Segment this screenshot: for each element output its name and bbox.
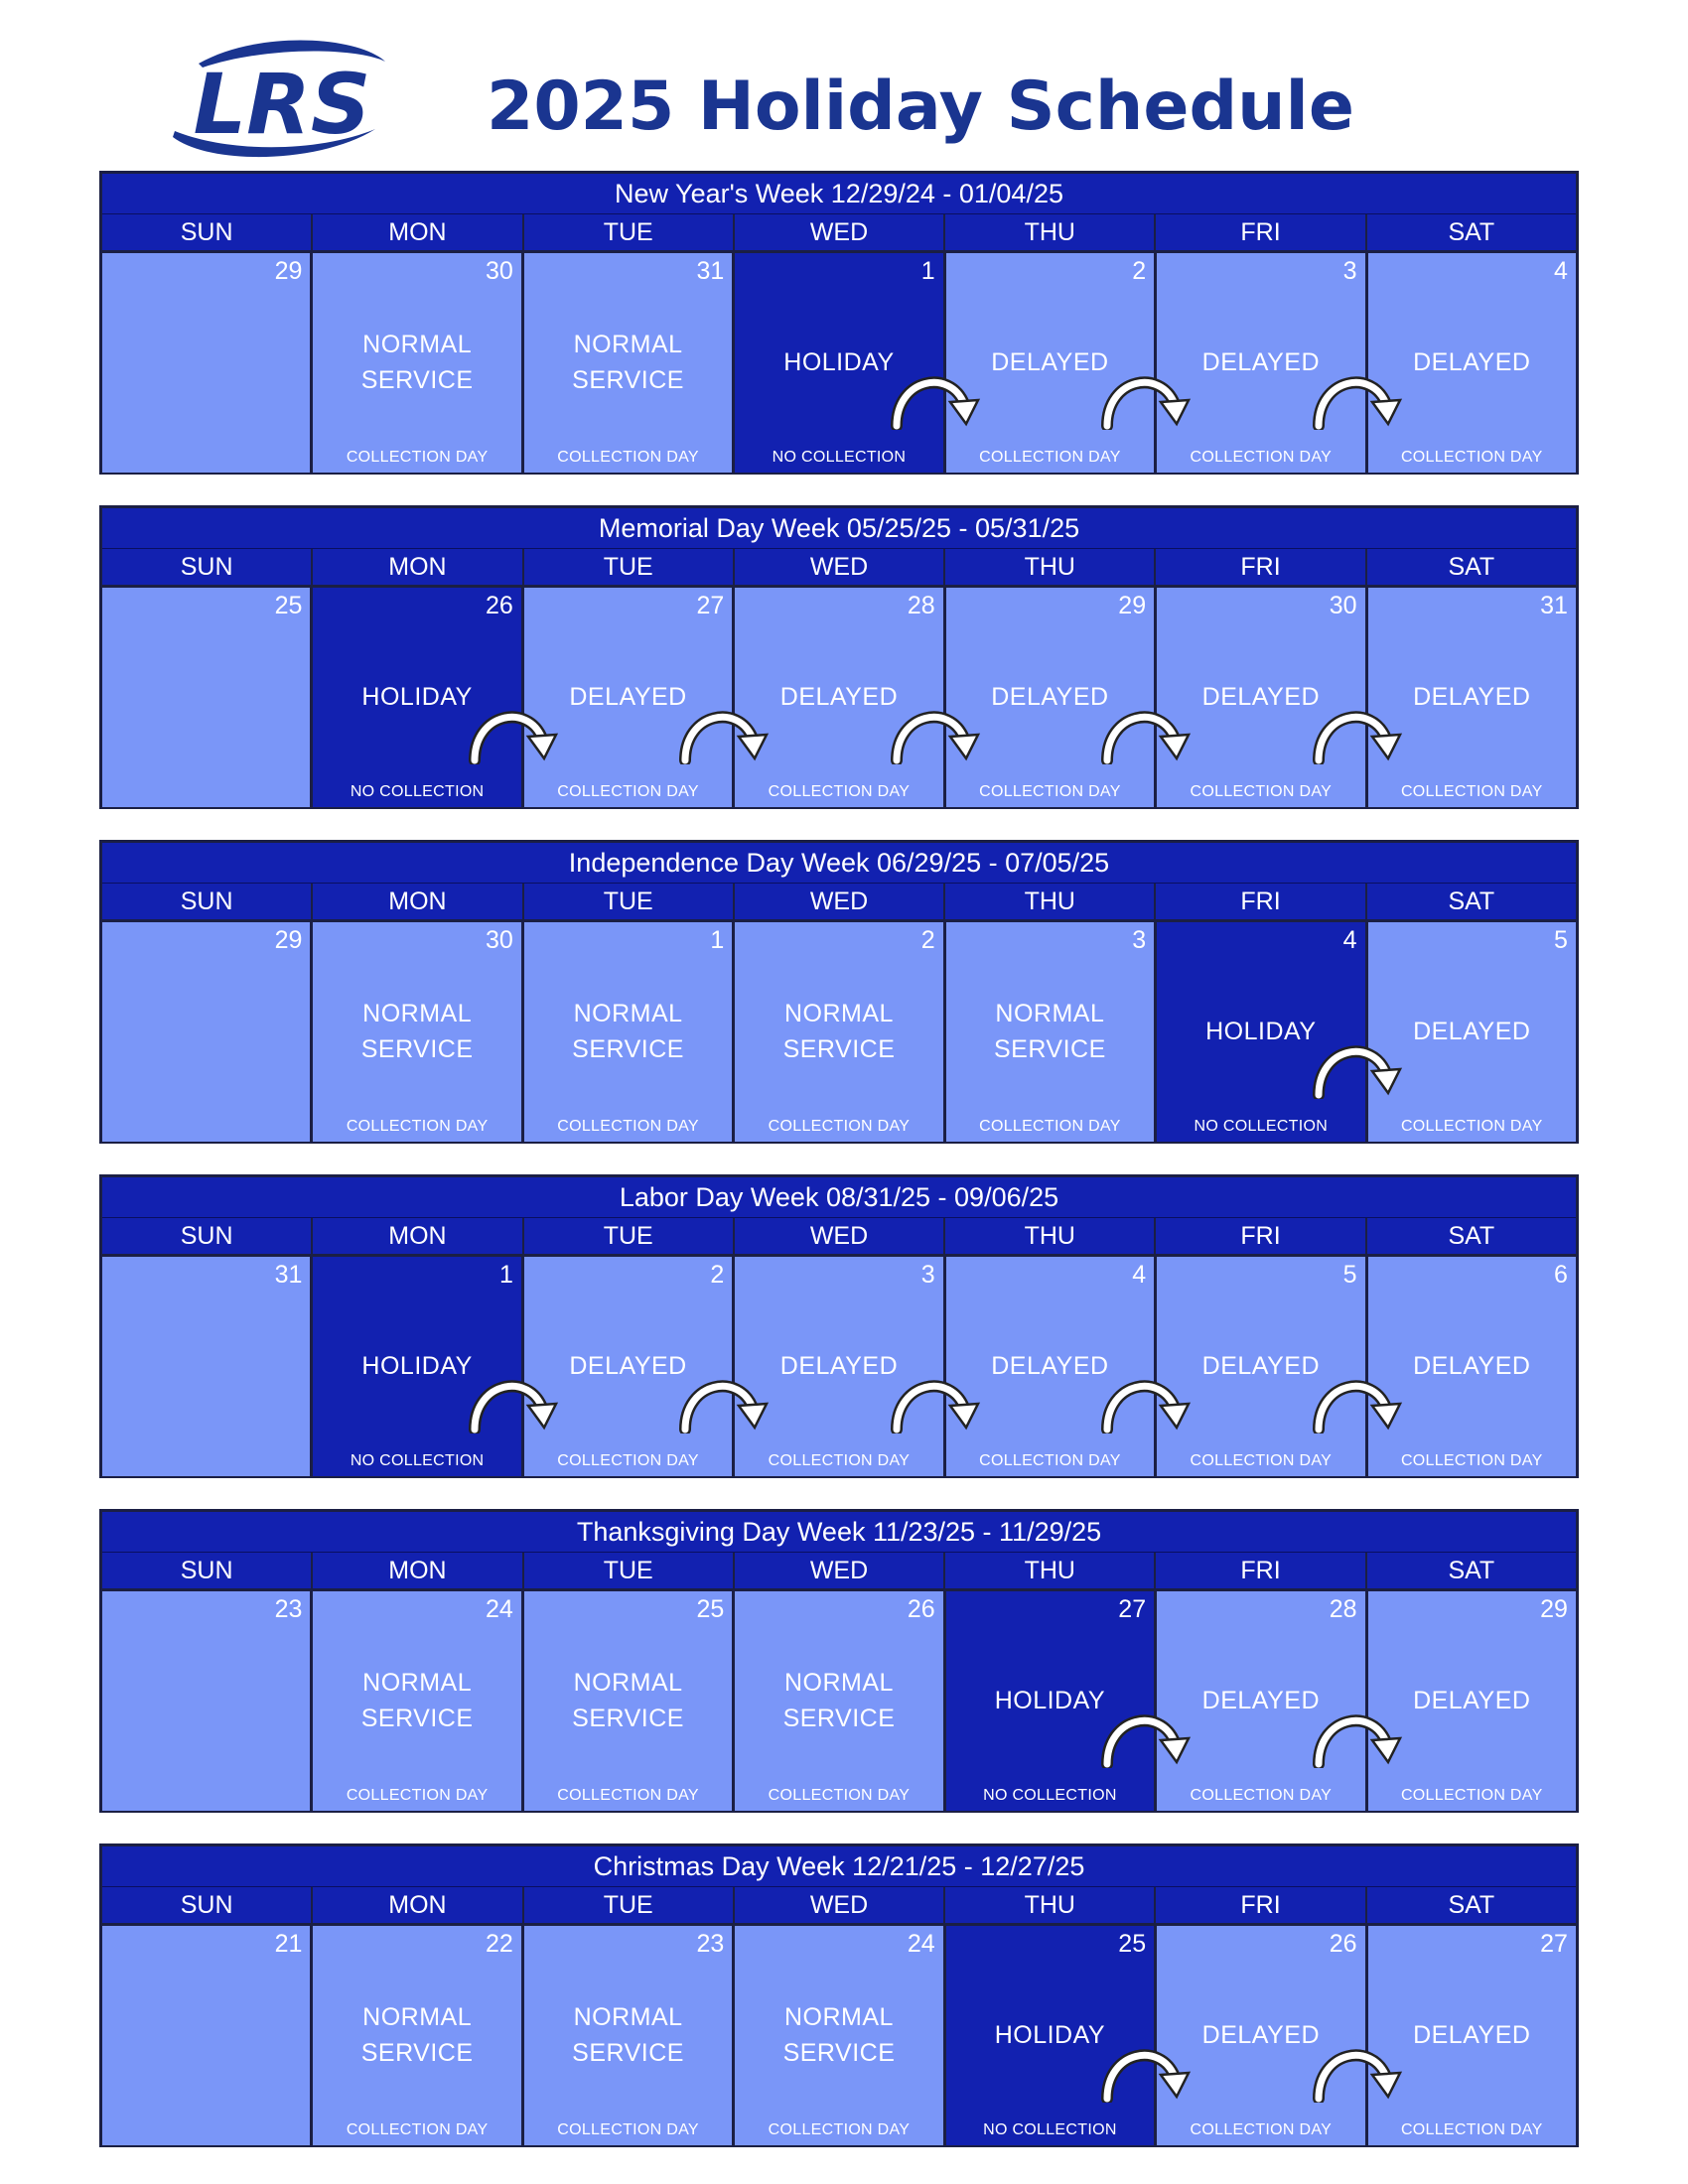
date-number: 4 bbox=[1342, 926, 1357, 954]
day-cell bbox=[943, 588, 1154, 807]
day-header-row bbox=[102, 1218, 1576, 1257]
delay-arrow-icon bbox=[1097, 364, 1193, 430]
service-status bbox=[524, 327, 732, 398]
status-line: SERVICE bbox=[572, 1035, 684, 1063]
date-number: 3 bbox=[920, 1261, 935, 1289]
day-header-sun: SUN bbox=[180, 1557, 233, 1584]
day-header-mon: MON bbox=[311, 214, 521, 250]
status-line: DELAYED bbox=[569, 683, 687, 711]
day-cell bbox=[102, 1591, 310, 1811]
day-cell bbox=[1154, 253, 1364, 473]
day-header-tue: TUE bbox=[522, 549, 733, 585]
date-number: 3 bbox=[1342, 257, 1357, 285]
day-cell bbox=[732, 922, 942, 1142]
date-number: 3 bbox=[1132, 926, 1147, 954]
date-number: 23 bbox=[274, 1595, 303, 1623]
day-cell bbox=[310, 1926, 520, 2145]
day-cell bbox=[1365, 253, 1576, 473]
day-cell bbox=[1365, 588, 1576, 807]
day-cell bbox=[1365, 1591, 1576, 1811]
date-number: 5 bbox=[1554, 926, 1568, 954]
day-cell bbox=[521, 1257, 732, 1476]
day-cell bbox=[102, 588, 310, 807]
delay-arrow-icon bbox=[675, 699, 771, 764]
collection-note: COLLECTION DAY bbox=[1400, 1452, 1543, 1469]
status-line: DELAYED bbox=[1413, 1687, 1531, 1714]
day-cell bbox=[521, 1926, 732, 2145]
day-header-fri: FRI bbox=[1154, 1553, 1364, 1588]
day-header-mon: MON bbox=[311, 884, 521, 919]
day-header-sat: SAT bbox=[1365, 214, 1576, 250]
day-header-tue: TUE bbox=[522, 1887, 733, 1923]
collection-note: COLLECTION DAY bbox=[1400, 449, 1543, 466]
logo-text: LRS bbox=[193, 56, 371, 153]
week-title: Memorial Day Week 05/25/25 - 05/31/25 bbox=[102, 508, 1576, 549]
day-header-fri: FRI bbox=[1154, 549, 1364, 585]
day-cell bbox=[943, 922, 1154, 1142]
delay-arrow-icon bbox=[1097, 1368, 1193, 1433]
day-cells-row bbox=[102, 1257, 1576, 1476]
day-cell bbox=[732, 1926, 942, 2145]
status-line: NORMAL bbox=[573, 1000, 683, 1027]
status-line: SERVICE bbox=[782, 2039, 896, 2067]
date-number: 23 bbox=[696, 1930, 725, 1958]
holiday-week bbox=[99, 505, 1579, 809]
status-line: NORMAL bbox=[783, 1669, 894, 1697]
collection-note: COLLECTION DAY bbox=[1400, 2121, 1543, 2138]
day-header-row bbox=[102, 884, 1576, 922]
collection-note: COLLECTION DAY bbox=[346, 449, 489, 466]
status-line: DELAYED bbox=[1201, 348, 1320, 376]
status-line: NORMAL bbox=[995, 1000, 1105, 1027]
day-cell bbox=[1154, 1257, 1364, 1476]
day-cell bbox=[310, 253, 520, 473]
delay-arrow-icon bbox=[1309, 1033, 1404, 1099]
page-title: 2025 Holiday Schedule bbox=[487, 68, 1354, 146]
status-line: SERVICE bbox=[360, 1035, 474, 1063]
day-cell bbox=[732, 1591, 942, 1811]
service-status bbox=[524, 1999, 732, 2071]
service-status bbox=[313, 1665, 520, 1736]
day-header-tue: TUE bbox=[522, 214, 733, 250]
status-line: DELAYED bbox=[991, 683, 1109, 711]
holiday-week bbox=[99, 1509, 1579, 1813]
collection-note: COLLECTION DAY bbox=[557, 1118, 699, 1135]
holiday-week bbox=[99, 840, 1579, 1144]
day-cells-row bbox=[102, 253, 1576, 473]
collection-note: COLLECTION DAY bbox=[1190, 783, 1333, 800]
day-header-sun: SUN bbox=[180, 218, 233, 246]
week-title: Labor Day Week 08/31/25 - 09/06/25 bbox=[102, 1177, 1576, 1218]
date-number: 26 bbox=[907, 1595, 935, 1623]
day-cells-row bbox=[102, 922, 1576, 1142]
day-header-sun: SUN bbox=[180, 887, 233, 915]
day-header-thu: THU bbox=[943, 549, 1154, 585]
collection-note: COLLECTION DAY bbox=[346, 1787, 489, 1804]
status-line: SERVICE bbox=[782, 1035, 896, 1063]
date-number: 30 bbox=[486, 257, 513, 285]
date-number: 29 bbox=[274, 926, 303, 954]
day-header-sat: SAT bbox=[1365, 1553, 1576, 1588]
week-title: Thanksgiving Day Week 11/23/25 - 11/29/25 bbox=[102, 1512, 1576, 1553]
date-number: 1 bbox=[920, 257, 935, 285]
day-cell bbox=[102, 1926, 310, 2145]
date-number: 31 bbox=[274, 1261, 303, 1289]
date-number: 25 bbox=[696, 1595, 725, 1623]
day-cell bbox=[521, 253, 732, 473]
delay-arrow-icon bbox=[1097, 1703, 1193, 1768]
date-number: 29 bbox=[1118, 592, 1147, 619]
date-number: 21 bbox=[274, 1930, 303, 1958]
day-header-wed: WED bbox=[733, 214, 943, 250]
status-line: SERVICE bbox=[360, 1705, 474, 1732]
status-line: NORMAL bbox=[362, 2003, 473, 2031]
status-line: DELAYED bbox=[991, 348, 1109, 376]
collection-note: COLLECTION DAY bbox=[557, 1452, 699, 1469]
service-status bbox=[524, 996, 732, 1067]
week-title: Christmas Day Week 12/21/25 - 12/27/25 bbox=[102, 1846, 1576, 1887]
delay-arrow-icon bbox=[887, 364, 982, 430]
page-header bbox=[0, 0, 1688, 169]
status-line: SERVICE bbox=[572, 2039, 684, 2067]
date-number: 2 bbox=[1132, 257, 1147, 285]
collection-note: COLLECTION DAY bbox=[768, 1787, 911, 1804]
collection-note: COLLECTION DAY bbox=[557, 449, 699, 466]
day-cell bbox=[732, 1257, 942, 1476]
day-header-mon: MON bbox=[311, 549, 521, 585]
status-line: DELAYED bbox=[1201, 1687, 1320, 1714]
day-cell bbox=[1365, 922, 1576, 1142]
collection-note: COLLECTION DAY bbox=[768, 783, 911, 800]
holiday-cell bbox=[310, 1257, 520, 1476]
date-number: 24 bbox=[486, 1595, 513, 1623]
status-line: HOLIDAY bbox=[1205, 1018, 1317, 1045]
delay-arrow-icon bbox=[887, 699, 982, 764]
day-header-row bbox=[102, 214, 1576, 253]
delay-arrow-icon bbox=[1309, 1703, 1404, 1768]
day-cells-row bbox=[102, 1591, 1576, 1811]
holiday-cell bbox=[943, 1926, 1154, 2145]
day-header-row bbox=[102, 1887, 1576, 1926]
date-number: 24 bbox=[907, 1930, 935, 1958]
day-cell bbox=[943, 253, 1154, 473]
lrs-logo bbox=[169, 34, 389, 163]
day-header-sat: SAT bbox=[1365, 549, 1576, 585]
collection-note: COLLECTION DAY bbox=[1190, 449, 1333, 466]
status-line: HOLIDAY bbox=[361, 1352, 473, 1380]
day-header-tue: TUE bbox=[522, 1553, 733, 1588]
day-cell bbox=[521, 1591, 732, 1811]
day-cell bbox=[1154, 588, 1364, 807]
collection-note: COLLECTION DAY bbox=[1190, 1452, 1333, 1469]
week-title: New Year's Week 12/29/24 - 01/04/25 bbox=[102, 174, 1576, 214]
status-line: DELAYED bbox=[1413, 2021, 1531, 2049]
date-number: 30 bbox=[1329, 592, 1357, 619]
date-number: 4 bbox=[1132, 1261, 1147, 1289]
day-header-sat: SAT bbox=[1365, 1218, 1576, 1254]
collection-note: NO COLLECTION bbox=[350, 1452, 485, 1469]
day-cell bbox=[1154, 1926, 1364, 2145]
status-line: NORMAL bbox=[362, 1000, 473, 1027]
status-line: NORMAL bbox=[573, 331, 683, 358]
collection-note: COLLECTION DAY bbox=[557, 2121, 699, 2138]
day-header-tue: TUE bbox=[522, 884, 733, 919]
collection-note: COLLECTION DAY bbox=[1190, 1787, 1333, 1804]
day-header-sun: SUN bbox=[180, 1891, 233, 1919]
day-header-thu: THU bbox=[943, 1218, 1154, 1254]
day-header-wed: WED bbox=[733, 1887, 943, 1923]
day-header-thu: THU bbox=[943, 1887, 1154, 1923]
collection-note: COLLECTION DAY bbox=[979, 1452, 1121, 1469]
date-number: 25 bbox=[1118, 1930, 1147, 1958]
delay-arrow-icon bbox=[1309, 1368, 1404, 1433]
date-number: 30 bbox=[486, 926, 513, 954]
delay-arrow-icon bbox=[1097, 2037, 1193, 2103]
collection-note: COLLECTION DAY bbox=[979, 449, 1121, 466]
holiday-week bbox=[99, 171, 1579, 475]
day-cell bbox=[943, 1257, 1154, 1476]
status-line: DELAYED bbox=[779, 1352, 899, 1380]
status-line: DELAYED bbox=[1413, 348, 1531, 376]
status-line: NORMAL bbox=[362, 1669, 473, 1697]
collection-note: NO COLLECTION bbox=[983, 2121, 1117, 2138]
day-header-mon: MON bbox=[311, 1887, 521, 1923]
status-line: DELAYED bbox=[569, 1352, 687, 1380]
collection-note: COLLECTION DAY bbox=[1190, 2121, 1333, 2138]
day-header-thu: THU bbox=[943, 884, 1154, 919]
collection-note: NO COLLECTION bbox=[1194, 1118, 1329, 1135]
day-header-fri: FRI bbox=[1154, 214, 1364, 250]
day-header-sun: SUN bbox=[180, 553, 233, 581]
delay-arrow-icon bbox=[1309, 699, 1404, 764]
day-cell bbox=[310, 1591, 520, 1811]
collection-note: COLLECTION DAY bbox=[1400, 783, 1543, 800]
day-cells-row bbox=[102, 1926, 1576, 2145]
day-cell bbox=[310, 922, 520, 1142]
status-line: SERVICE bbox=[993, 1035, 1106, 1063]
delay-arrow-icon bbox=[675, 1368, 771, 1433]
date-number: 22 bbox=[486, 1930, 513, 1958]
day-header-sat: SAT bbox=[1365, 1887, 1576, 1923]
day-cell bbox=[1365, 1926, 1576, 2145]
collection-note: COLLECTION DAY bbox=[346, 1118, 489, 1135]
date-number: 5 bbox=[1342, 1261, 1357, 1289]
day-cells-row bbox=[102, 588, 1576, 807]
service-status bbox=[735, 1665, 942, 1736]
delay-arrow-icon bbox=[887, 1368, 982, 1433]
day-cell bbox=[1365, 1257, 1576, 1476]
day-header-mon: MON bbox=[311, 1218, 521, 1254]
holiday-cell bbox=[1154, 922, 1364, 1142]
day-header-wed: WED bbox=[733, 1218, 943, 1254]
date-number: 27 bbox=[1540, 1930, 1568, 1958]
day-header-fri: FRI bbox=[1154, 1887, 1364, 1923]
date-number: 28 bbox=[1329, 1595, 1357, 1623]
date-number: 25 bbox=[274, 592, 303, 619]
date-number: 4 bbox=[1554, 257, 1568, 285]
status-line: DELAYED bbox=[1201, 683, 1320, 711]
status-line: HOLIDAY bbox=[994, 1687, 1106, 1714]
collection-note: NO COLLECTION bbox=[772, 449, 907, 466]
day-header-thu: THU bbox=[943, 1553, 1154, 1588]
status-line: NORMAL bbox=[573, 1669, 683, 1697]
day-cell bbox=[732, 588, 942, 807]
collection-note: COLLECTION DAY bbox=[346, 2121, 489, 2138]
status-line: SERVICE bbox=[360, 2039, 474, 2067]
holiday-week bbox=[99, 1174, 1579, 1478]
service-status bbox=[946, 996, 1154, 1067]
day-cell bbox=[521, 588, 732, 807]
date-number: 26 bbox=[1329, 1930, 1357, 1958]
day-header-thu: THU bbox=[943, 214, 1154, 250]
date-number: 31 bbox=[696, 257, 725, 285]
status-line: DELAYED bbox=[1413, 1352, 1531, 1380]
delay-arrow-icon bbox=[465, 699, 560, 764]
collection-note: COLLECTION DAY bbox=[557, 783, 699, 800]
date-number: 2 bbox=[920, 926, 935, 954]
service-status bbox=[735, 1999, 942, 2071]
day-header-mon: MON bbox=[311, 1553, 521, 1588]
service-status bbox=[313, 1999, 520, 2071]
collection-note: COLLECTION DAY bbox=[768, 1452, 911, 1469]
holiday-cell bbox=[310, 588, 520, 807]
status-line: SERVICE bbox=[572, 1705, 684, 1732]
day-cell bbox=[102, 922, 310, 1142]
day-cell bbox=[1154, 1591, 1364, 1811]
date-number: 29 bbox=[1540, 1595, 1568, 1623]
holiday-week bbox=[99, 1843, 1579, 2147]
delay-arrow-icon bbox=[1309, 2037, 1404, 2103]
date-number: 29 bbox=[274, 257, 303, 285]
status-line: NORMAL bbox=[573, 2003, 683, 2031]
collection-note: NO COLLECTION bbox=[983, 1787, 1117, 1804]
day-cell bbox=[102, 253, 310, 473]
day-header-row bbox=[102, 549, 1576, 588]
service-status bbox=[313, 996, 520, 1067]
day-header-fri: FRI bbox=[1154, 884, 1364, 919]
collection-note: COLLECTION DAY bbox=[979, 1118, 1121, 1135]
status-line: DELAYED bbox=[779, 683, 899, 711]
date-number: 31 bbox=[1540, 592, 1568, 619]
date-number: 28 bbox=[907, 592, 935, 619]
day-cell bbox=[521, 922, 732, 1142]
date-number: 1 bbox=[498, 1261, 513, 1289]
date-number: 6 bbox=[1554, 1261, 1568, 1289]
status-line: DELAYED bbox=[1413, 683, 1531, 711]
date-number: 27 bbox=[696, 592, 725, 619]
collection-note: COLLECTION DAY bbox=[1400, 1118, 1543, 1135]
day-cell bbox=[102, 1257, 310, 1476]
status-line: NORMAL bbox=[783, 2003, 894, 2031]
status-line: NORMAL bbox=[783, 1000, 894, 1027]
status-line: NORMAL bbox=[362, 331, 473, 358]
day-header-wed: WED bbox=[733, 884, 943, 919]
collection-note: COLLECTION DAY bbox=[768, 1118, 911, 1135]
holiday-cell bbox=[732, 253, 942, 473]
collection-note: COLLECTION DAY bbox=[979, 783, 1121, 800]
day-header-wed: WED bbox=[733, 549, 943, 585]
day-header-sat: SAT bbox=[1365, 884, 1576, 919]
service-status bbox=[313, 327, 520, 398]
status-line: SERVICE bbox=[572, 366, 684, 394]
collection-note: COLLECTION DAY bbox=[557, 1787, 699, 1804]
status-line: DELAYED bbox=[1201, 1352, 1320, 1380]
service-status bbox=[735, 996, 942, 1067]
status-line: SERVICE bbox=[782, 1705, 896, 1732]
day-header-tue: TUE bbox=[522, 1218, 733, 1254]
status-line: HOLIDAY bbox=[361, 683, 473, 711]
date-number: 1 bbox=[710, 926, 725, 954]
week-title: Independence Day Week 06/29/25 - 07/05/25 bbox=[102, 843, 1576, 884]
holiday-cell bbox=[943, 1591, 1154, 1811]
collection-note: NO COLLECTION bbox=[350, 783, 485, 800]
date-number: 27 bbox=[1118, 1595, 1147, 1623]
collection-note: COLLECTION DAY bbox=[1400, 1787, 1543, 1804]
status-line: HOLIDAY bbox=[783, 348, 895, 376]
status-line: DELAYED bbox=[991, 1352, 1109, 1380]
collection-note: COLLECTION DAY bbox=[768, 2121, 911, 2138]
delay-arrow-icon bbox=[1097, 699, 1193, 764]
delay-arrow-icon bbox=[1309, 364, 1404, 430]
day-header-fri: FRI bbox=[1154, 1218, 1364, 1254]
status-line: DELAYED bbox=[1201, 2021, 1320, 2049]
status-line: SERVICE bbox=[360, 366, 474, 394]
service-status bbox=[524, 1665, 732, 1736]
day-header-row bbox=[102, 1553, 1576, 1591]
status-line: HOLIDAY bbox=[994, 2021, 1106, 2049]
delay-arrow-icon bbox=[465, 1368, 560, 1433]
day-header-sun: SUN bbox=[180, 1222, 233, 1250]
date-number: 2 bbox=[710, 1261, 725, 1289]
date-number: 26 bbox=[486, 592, 513, 619]
status-line: DELAYED bbox=[1413, 1018, 1531, 1045]
day-header-wed: WED bbox=[733, 1553, 943, 1588]
